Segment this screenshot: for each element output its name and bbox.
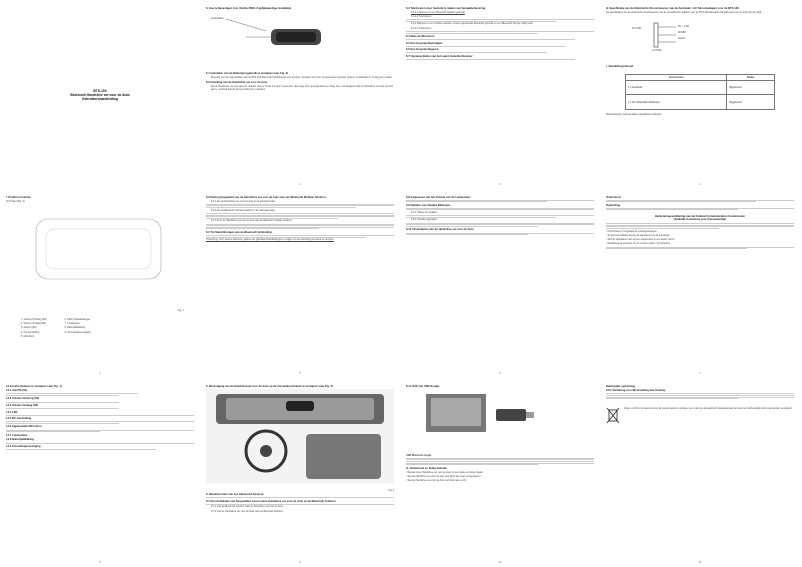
section-heading: 6.3 Telefoneren door Gebruik te maken van Spraakherkenning: — [406, 6, 487, 10]
dim-label: Grond — [678, 36, 685, 40]
section-heading: 6.8 Aanpassen van het Volume van de Luidspreker — [406, 195, 471, 199]
device-outline-figure — [6, 204, 191, 304]
list-item: 6.9.2 Volledig opgeladen — [411, 218, 438, 222]
paragraph: De specificaties van de elektrische stroomtoevoer van de autolader/AC adapter voor de BTS-100 Bluetooth Handsfreekit voor de Auto zijn als volgt: — [606, 10, 762, 14]
section-subheading: Opmerking — [606, 203, 621, 207]
package-table — [625, 74, 775, 110]
warning-note: Waarschuwing: Gebruik alleen oplaadbare batterijen. — [606, 112, 663, 116]
page-number: 9 — [299, 560, 301, 564]
dim-label: 5V ~ 1.5A — [678, 24, 690, 28]
section-subheading: 6.10 Uitschakelen van de Handsfree set voor de Auto — [406, 228, 474, 232]
legend-item: 9. Zonneklepbevestiging — [64, 330, 91, 334]
table-header: Accessoires — [626, 75, 727, 81]
page-1 — [0, 89, 200, 378]
section-heading: L2 Functie (Gelieve te verwijzen naar Fig. 1) — [6, 384, 62, 388]
section-subheading: 6.5 Een Gesprek Beëindigen: — [406, 41, 444, 45]
dim-label: 20 MM — [678, 30, 686, 34]
list-item: 6.2.1 Zet de Handsfree set voor de Auto in de pairingsmodus — [211, 199, 276, 203]
warning-note: Opmerking: Voor andere telefoons, gelieve het gebruikershandleidingen te volgen om de verbinding tot stand te brengen. — [206, 238, 334, 242]
list-item: 6.9.1 Tijdens het opladen — [411, 210, 438, 214]
section-subheading: L2.4 LED — [6, 410, 18, 414]
page-8 — [0, 378, 200, 567]
legend-item: 6. LED (Indicatielampje) — [64, 317, 91, 321]
section-heading: Belangrijke opmerking — [606, 384, 635, 388]
product-subtitle: Bluetooth Handsfree set voor de Auto — [70, 93, 130, 98]
section-heading: H. Specificatie van de Elektrische Stroomtoevoer van de Autolader / AC Stroomadapter voor de BTS-100 — [606, 6, 739, 10]
paragraph: Bevestig voor het aanschaffen van de BTS-100 Bluetooth Handsfreekit voor de Auto. Voordat u het voor de eerste keer gebruikt, gelieve nu batterijen.U zo lang op te laden. — [211, 76, 393, 80]
table-row: 1 x Autolader Bijgeleverd — [626, 80, 775, 95]
section-subheading: FCC Verklaring voor Blootstelling aan Straling: — [606, 389, 666, 393]
section-subheading: 6.7 Doorschakelen van Gesprekken tussen deze Handsfree set voor de Auto en de Bluetooth Telefoon — [206, 499, 336, 503]
dim-label: 17.5 Mm — [652, 48, 662, 52]
page-3 — [400, 0, 600, 189]
legend-item: 2. Volume Omlaag (B2) — [21, 322, 46, 326]
page-10 — [400, 378, 600, 567]
legend-item: 7. Luidspreker — [64, 322, 80, 326]
page-number: 10 — [498, 560, 502, 564]
weee-text: Indien u zich in de toekomst van dit toestel wenst te ontdoen, let er dan op dat elektrisch afvalmateriaal niet met het huishoudelijk afval mag worden verwijderd. — [624, 407, 793, 411]
plug-diagram — [606, 15, 794, 57]
table-header: Status — [727, 75, 775, 81]
dim-label: 11.5 Mm — [632, 26, 642, 30]
list-item: - Vergroot de afstand tussen de apparatuur en de ontvanger. — [606, 233, 671, 237]
section-subheading: 6.2 Instelling van de Handsfree set voor de Auto — [206, 80, 268, 84]
list-item: - Bewaar deze Handsfree set voor de Auto op een koele en droge plaats. — [406, 470, 484, 474]
section-heading: 6.2 Pairing (koppelen) van de Handsfree set voor de Auto met een Bluetooth Mobiele Telefoon. — [206, 195, 327, 199]
manual-title: Gebruikershandleiding — [82, 97, 118, 102]
page-number: 2 — [299, 182, 301, 186]
page-number: 6 — [499, 371, 501, 375]
page-number: 11 — [698, 560, 702, 564]
section-subheading: (1) Profiel (Fig. 1) — [6, 199, 25, 203]
list-item: - Sluit de apparatuur aan op een stopcontact in een ander circuit. — [606, 238, 675, 242]
product-title: BTS-100 — [93, 89, 107, 93]
page-11 — [600, 378, 800, 567]
page-number: 8 — [99, 560, 101, 564]
section-subheading: L2.7 Luidspreker — [6, 433, 28, 437]
page-number: 1 — [99, 371, 101, 375]
section-subheading: L2.5 DC Aansluiting — [6, 417, 32, 421]
page-number: 4 — [699, 182, 701, 186]
list-item: 6.3.2 Wanneer U een mobiele telefoon zonder ingebouwde Bluetooth gebruikt en een Bluetooth Dongle nodig heeft — [411, 22, 533, 26]
section-heading: 6. Hoe te Bevestigen (n.b. Notitie 3690 of gelijkwaardige installatie) — [206, 6, 292, 10]
usb-dongle-figure — [406, 389, 594, 449]
figure-caption: Fig. 1 — [177, 308, 184, 312]
legend-item: 3. Aan/Uit (B1) — [21, 326, 37, 330]
table-row: 2 x AA Oplaadbare Batterijen Bijgeleverd — [626, 95, 775, 110]
page-2 — [200, 0, 400, 189]
section-subheading: L2.2 Volume Omhoog (S2) — [6, 397, 40, 401]
legend-item: 4. DC Aansluiting — [21, 330, 40, 334]
section-subheading: L2.6 Ingebouwde Microfoon — [6, 425, 42, 429]
fcc-subheading: (Federale Commissie voor Communicatie) — [674, 218, 726, 222]
section-subheading: L2.9 Zonneklepbevestiging — [6, 445, 41, 449]
page-5 — [200, 189, 400, 378]
section-subheading: L2.8 Batterijafdekking — [6, 438, 34, 442]
section-subheading: I. Verpakkingsinhoud — [606, 64, 634, 68]
section-subheading: 6.3 Tot Stand Brengen van de Bluetooth Verbinding: — [206, 230, 273, 234]
paragraph: Als de Handsfree set voor de Auto uitstaat, druk en houd 3-1 voor 3 seconden. Een lage toon, gevolgd door een hoge toon, zal aangeven dat de Handsfree set voor de Auto aan is. Gebruik dan de Groene LED om te wachten. — [211, 84, 394, 91]
section-subheading: 6.7 Opnieuw Bellen van het Laatst Gebelde Nummer: — [406, 54, 474, 58]
section-heading: Onderhoud — [606, 195, 621, 199]
list-item: V.7.1 Van de Bluetooth telefoon naar de Handsfree set voor de Auto: — [211, 505, 284, 509]
figure-caption: Fig.3 — [388, 488, 394, 492]
page-6 — [400, 189, 600, 378]
svg-text:Autolader: Autolader — [211, 15, 224, 20]
section-subheading: L2.1 Aan/Uit (S1) — [6, 389, 28, 393]
legend-item: 1. Volume Omhoog (B1) — [21, 317, 47, 321]
section-subheading: 6.6 Een Gesprek Negeren — [406, 48, 439, 52]
legend-item: 5. Microfoon — [21, 335, 35, 338]
list-item: - Stel de Handsfree set voor de Auto niet bloot aan vocht. — [406, 479, 467, 483]
section-subheading: 6.4 Mute de Microfoon — [406, 35, 435, 38]
page-4 — [600, 0, 800, 189]
list-item: V.7.2 Van de Handsfree set voor de Auto naar de Bluetooth telefoon: — [211, 509, 284, 513]
page-9 — [200, 378, 400, 567]
page-7 — [600, 189, 800, 378]
page-number: 7 — [699, 371, 701, 375]
section-subheading: 6.1 Gebruiker van de Batterijen (gebruik te verwijzen naar Fig. 2) — [206, 72, 288, 76]
list-item: - Raadpleeg de verkoper of een ervaren radio / TV-technicus. — [606, 242, 671, 246]
list-item: 6.3.2.1 Telefoneren — [411, 26, 432, 30]
section-heading: I. Profiel en Functie — [6, 195, 31, 199]
page-number: 3 — [499, 182, 501, 186]
section-subheading: L2.3 Volume Omlaag (S3) — [6, 404, 39, 408]
charger-figure — [206, 11, 396, 66]
car-interior-figure — [206, 389, 394, 484]
section-subheading: 6.9 Opladen van Zwakke Batterijen — [406, 203, 451, 207]
weee-bin-icon — [606, 407, 620, 425]
list-item: - Heroriënteer of verplaats de ontvangstantenne. — [606, 229, 658, 233]
section-heading: 6.11 VoIP met USB Dongle — [406, 384, 440, 388]
section-subheading: G. Onderhoud en Veilig Gebruik — [406, 466, 447, 470]
list-item: 6.2.2 Zet de Bluetooth mobiele telefoon in de pairingsmodus — [211, 208, 275, 212]
list-item: 6.3.1.2 Telefoneren — [411, 14, 432, 18]
section-subheading: 6. Beantwoorden van een Inkomend Gesprek — [206, 493, 264, 497]
list-item: 6.3.1.1 Wanneer U een Bluetooth telefoon gebruikt — [411, 10, 465, 14]
fcc-heading: Herkenningsverklaring van de Federal Communication Commission — [654, 214, 746, 219]
page-number: 5 — [299, 371, 301, 375]
list-item: - Stel de Handsfree set voor de Auto niet bloot aan hoge temperaturen. — [406, 475, 482, 479]
list-item: 6.2.3 Fout de Handsfree set voor de Auto aan de Bluetooth mobiele telefoon — [211, 219, 292, 223]
figure-label: USB Bluetooth dongle — [406, 453, 432, 457]
legend-item: 8. Batterijafdekking — [64, 326, 85, 330]
section-heading: 5. Bevestiging van de Handsfreeset voor de Auto op de Zonneklep (Gelieve te verwijzen naar Fig. 3) — [206, 384, 333, 388]
plug-icon — [636, 17, 706, 57]
